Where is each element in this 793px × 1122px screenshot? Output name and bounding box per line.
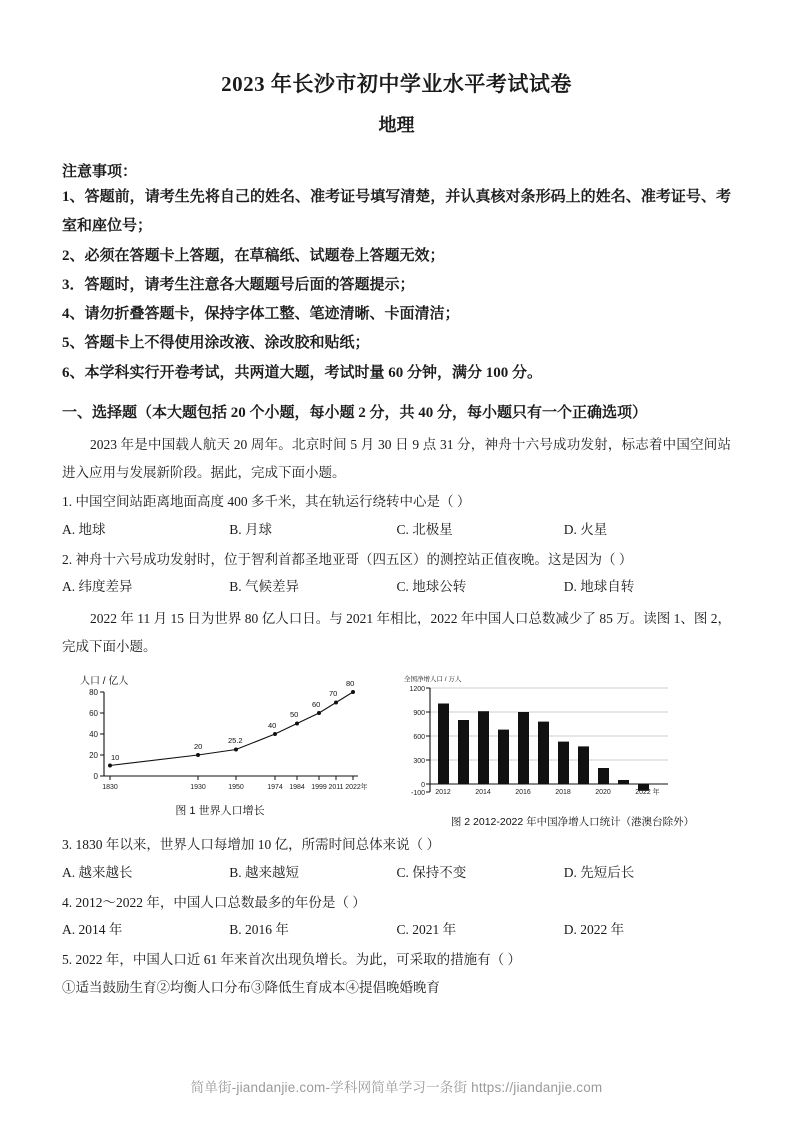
figure-2-ytick-900: 900 [413,710,425,718]
figure-1-xtick-2011: 2011 [328,784,344,792]
q2-option-b[interactable]: B. 气候差异 [229,579,300,595]
figure-2-xtick-2020: 2020 [595,789,611,797]
q4-option-c[interactable]: C. 2021 年 [396,922,457,938]
q1-option-a[interactable]: A. 地球 [62,521,106,537]
q4-option-b[interactable]: B. 2016 年 [229,922,289,938]
question-1-text: 1. 中国空间站距离地面高度 400 多千米，其在轨运行绕转中心是（ ） [62,494,471,510]
figure-2-ytick-neg100: -100 [410,790,425,798]
figure-1-xtick-1950: 1950 [228,784,244,792]
figure-2-ylabel: 全国净增人口 / 万人 [404,676,462,684]
figure-1-xtick-1830: 1830 [102,784,118,792]
figure-2-bar-2017 [538,722,549,784]
question-4-text: 4. 2012～2022 年，中国人口总数最多的年份是（ ） [62,894,366,910]
notice-item-2: 2、必须在答题卡上答题，在草稿纸、试题卷上答题无效； [62,247,445,264]
figure-1-world-population-growth [70,672,370,818]
figure-2-xtick-2016: 2016 [515,789,531,797]
figure-2-bar-2021 [618,780,629,784]
figures-row [62,672,731,829]
figure-1-yticks [89,688,104,781]
question-3-options [62,859,731,887]
figure-1-label-1984: 50 [290,710,299,720]
figure-1-label-2022: 80 [346,679,355,689]
question-2-options [62,573,731,601]
notice-block [62,161,731,388]
subject-title: 地理 [378,115,415,136]
q3-option-b[interactable]: B. 越来越短 [229,864,300,880]
figure-1-xticks [102,776,367,791]
figure-1-ylabel: 人口 / 亿人 [80,676,129,688]
figure-2-xlabel: 年 [652,789,660,797]
figure-2-bar-2014 [478,711,489,784]
q3-option-c[interactable]: C. 保持不变 [396,864,467,880]
figure-1-caption: 图 1 世界人口增长 [175,805,265,818]
notice-item-3: 3．答题时，请考生注意各大题题号后面的答题提示； [62,276,415,293]
figure-2-bar-2020 [598,768,609,784]
figure-2-xtick-2018: 2018 [555,789,571,797]
figure-2-xtick-2012: 2012 [435,789,451,797]
figure-2-caption: 图 2 2012-2022 年中国净增人口统计（港澳台除外） [450,816,695,829]
notice-heading: 注意事项： [62,163,138,180]
q1-option-b[interactable]: B. 月球 [229,521,273,537]
notice-item-1: 1、答题前，请考生先将自己的姓名、准考证号填写清楚，并认真核对条形码上的姓名、准考证号、考室和座位号； [62,189,731,235]
figure-1-label-1830: 10 [111,753,120,763]
page-title: 2023 年长沙市初中学业水平考试试卷 [221,72,572,96]
figure-1-xtick-1999: 1999 [311,784,327,792]
figure-2-ytick-300: 300 [413,758,425,766]
figure-1-ytick-0: 0 [93,772,98,782]
figure-2-bar-2019 [578,747,589,785]
figure-1-ytick-60: 60 [89,709,98,719]
figure-1-xtick-2022: 2022 [345,784,361,792]
q2-option-d[interactable]: D. 地球自转 [563,579,635,595]
figure-2-bar-2013 [458,720,469,784]
q1-option-d[interactable]: D. 火星 [563,521,608,537]
figure-1-label-1930: 20 [194,742,203,752]
figure-2-xtick-2022: 2022 [635,789,651,797]
question-1-options [62,516,731,544]
notice-item-5: 5、答题卡上不得使用涂改液、涂改胶和贴纸； [62,335,370,352]
q1-option-c[interactable]: C. 北极星 [396,521,453,537]
figure-2-bars [438,704,649,791]
notice-item-4: 4、请勿折叠答题卡，保持字体工整、笔迹清晰、卡面清洁； [62,306,460,323]
figure-2-bar-2016 [518,712,529,784]
question-4-options [62,916,731,944]
figure-1-label-1950: 25.2 [228,736,243,746]
figure-1-svg [70,672,370,800]
figure-1-ytick-80: 80 [89,688,98,698]
figure-1-ytick-20: 20 [89,751,98,761]
passage-population: 2022 年 11 月 15 日为世界 80 亿人口日。与 2021 年相比，2022 年中国人口总数减少了 85 万。读图 1、图 2，完成下面小题。 [62,610,731,654]
figure-1-ytick-40: 40 [89,730,98,740]
q4-option-d[interactable]: D. 2022 年 [563,922,625,938]
q3-option-a[interactable]: A. 越来越长 [62,864,133,880]
question-2-text: 2. 神舟十六号成功发射时，位于智利首都圣地亚哥（四五区）的测控站正值夜晚。这是因为（ ） [62,551,633,567]
figure-1-label-1974: 40 [268,721,277,731]
q2-option-c[interactable]: C. 地球公转 [396,579,467,595]
figure-2-ytick-1200: 1200 [409,686,425,694]
notice-item-6: 6、本学科实行开卷考试，共两道大题，考试时量 60 分钟，满分 100 分。 [62,364,543,381]
figure-2-bar-2018 [558,742,569,784]
q3-option-d[interactable]: D. 先短后长 [563,864,635,880]
figure-2-yticks [409,686,430,797]
question-5-subitems: ①适当鼓励生育②均衡人口分布③降低生育成本④提倡晚婚晚育 [62,979,440,995]
figure-2-china-net-population-increase [400,672,745,829]
figure-1-label-2011: 70 [329,689,338,699]
figure-2-xtick-2014: 2014 [475,789,491,797]
question-5-text: 5. 2022 年，中国人口近 61 年来首次出现负增长。为此，可采取的措施有（ ） [62,951,521,967]
figure-2-ytick-600: 600 [413,734,425,742]
figure-1-xlabel: 年 [360,784,368,792]
figure-2-ytick-0: 0 [421,782,425,790]
footer-watermark: 简单街-jiandanjie.com-学科网简单学习一条街 https://jiandanjie.com [190,1080,603,1095]
q4-option-a[interactable]: A. 2014 年 [62,922,123,938]
figure-2-xticks [435,787,659,796]
question-3-text: 3. 1830 年以来，世界人口每增加 10 亿，所需时间总体来说（ ） [62,837,440,853]
figure-2-bar-2015 [498,730,509,784]
figure-1-xtick-1984: 1984 [289,784,305,792]
section-heading-choice: 一、选择题（本大题包括 20 个小题，每小题 2 分，共 40 分，每小题只有一个正确选项） [62,404,648,421]
figure-1-xtick-1930: 1930 [190,784,206,792]
figure-2-bar-2012 [438,704,449,785]
q2-option-a[interactable]: A. 纬度差异 [62,579,133,595]
figure-1-label-1999: 60 [312,700,321,710]
passage-spaceflight: 2023 年是中国载人航天 20 周年。北京时间 5 月 30 日 9 点 31 分，神舟十六号成功发射，标志着中国空间站进入应用与发展新阶段。据此，完成下面小题。 [62,436,731,480]
figure-2-svg [400,672,745,812]
figure-1-xtick-1974: 1974 [267,784,283,792]
